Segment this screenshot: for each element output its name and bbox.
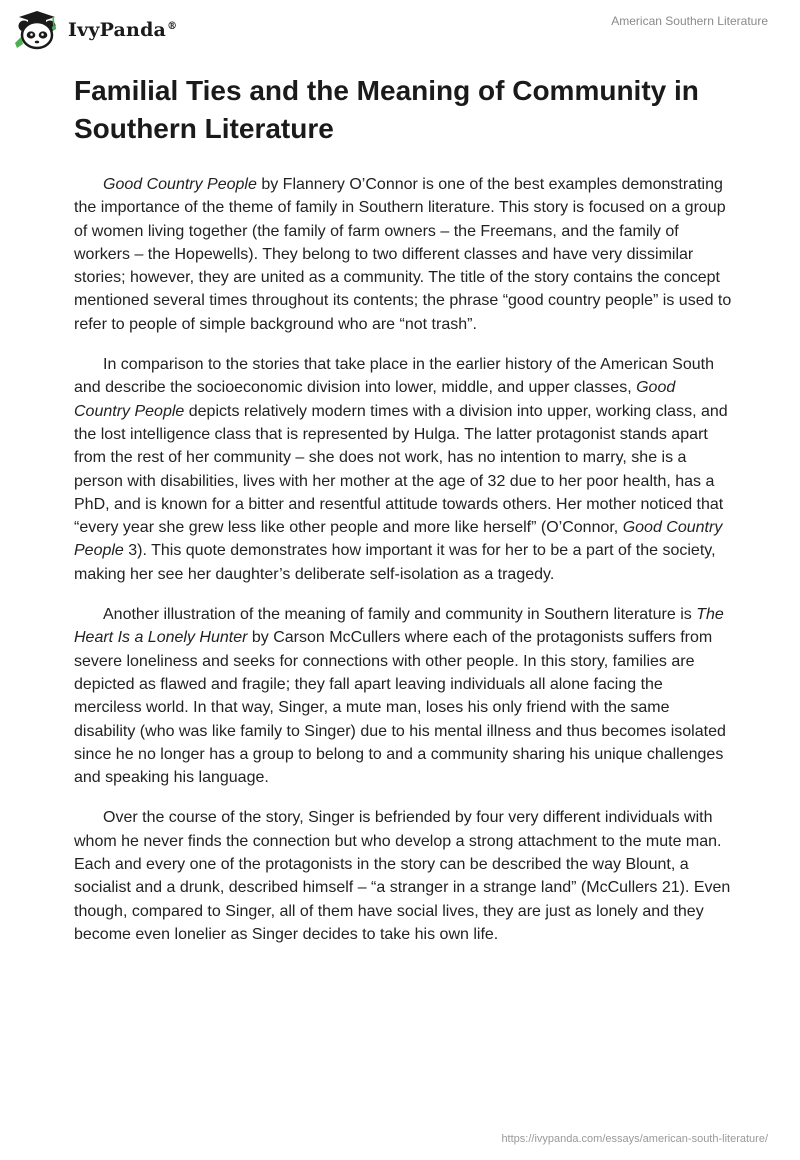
italic-title-text: Good Country People <box>74 379 676 420</box>
paragraph-text: In comparison to the stories that take place in the earlier history of the American South and describe the socioeconomic division into lower, middle, and upper classes, <box>74 356 714 397</box>
paragraph-text: Another illustration of the meaning of family and community in Southern literature is <box>103 606 697 624</box>
italic-title-text: Good Country People <box>103 176 257 193</box>
paragraph-text: by Flannery O’Connor is one of the best examples demonstrating the importance of the theme of family in Southern literature. This story is focused on a group of women living together (the family of farm owners – the Freemans, and the family of workers – the Hopewells). They belong to two different classes and have very dissimilar stories; however, they are united as a community. The title of the story contains the concept mentioned several times throughout its contents; the phrase “good country people” is used to refer to people of simple background who are “not trash”. <box>74 176 732 333</box>
body-paragraph <box>74 173 734 336</box>
brand-name: IvyPanda® <box>68 19 178 41</box>
registered-mark: ® <box>167 20 178 32</box>
panda-graduation-cap-icon <box>14 10 62 50</box>
running-title: American Southern Literature <box>611 14 768 28</box>
page-title: Familial Ties and the Meaning of Community in Southern Literature <box>74 75 699 144</box>
body-paragraph <box>74 353 734 586</box>
paragraph-text: by Carson McCullers where each of the protagonists suffers from severe loneliness and seeks for connections with other people. In this story, families are depicted as flawed and fragile; they fall apart leaving individuals all alone facing the merciless world. In that way, Singer, a mute man, loses his only friend with the same disability (who was like family to Singer) due to his mental illness and thus becomes isolated since he no longer has a group to belong to and a community sharing his unique challenges and speaking his language. <box>74 629 726 787</box>
italic-title-text: The Heart Is a Lonely Hunter <box>74 606 724 647</box>
italic-title-text: Good Country People <box>74 519 723 560</box>
body-paragraph <box>74 806 734 946</box>
brand-logo[interactable] <box>14 10 177 50</box>
paragraph-text: 3). This quote demonstrates how important it was for her to be a part of the society, making her see her daughter’s deliberate self-isolation as a tragedy. <box>74 542 716 583</box>
source-url[interactable]: https://ivypanda.com/essays/american-south-literature/ <box>501 1133 768 1145</box>
page-header <box>0 0 800 60</box>
body-paragraph <box>74 603 734 789</box>
paragraph-text: Over the course of the story, Singer is befriended by four very different individuals with whom he never finds the connection but who develop a strong attachment to the mute man. Each and every one of the protagonists in the story can be described the way Blount, a socialist and a drunk, described himself – “a stranger in a strange land” (McCullers 21). Even though, compared to Singer, all of them have social lives, they are just as lonely and they become even lonelier as Singer decides to take his own life. <box>74 809 731 943</box>
paragraph-text: depicts relatively modern times with a division into upper, working class, and the lost intelligence class that is represented by Hulga. The latter protagonist stands apart from the rest of her community – she does not work, has no intention to marry, she is a person with disabilities, lives with her mother at the age of 32 due to her poor health, has a PhD, and is known for a bitter and resentful attitude towards others. Her mother noticed that “every year she grew less like other people and more like herself” (O’Connor, <box>74 402 728 537</box>
article-body <box>74 173 734 963</box>
